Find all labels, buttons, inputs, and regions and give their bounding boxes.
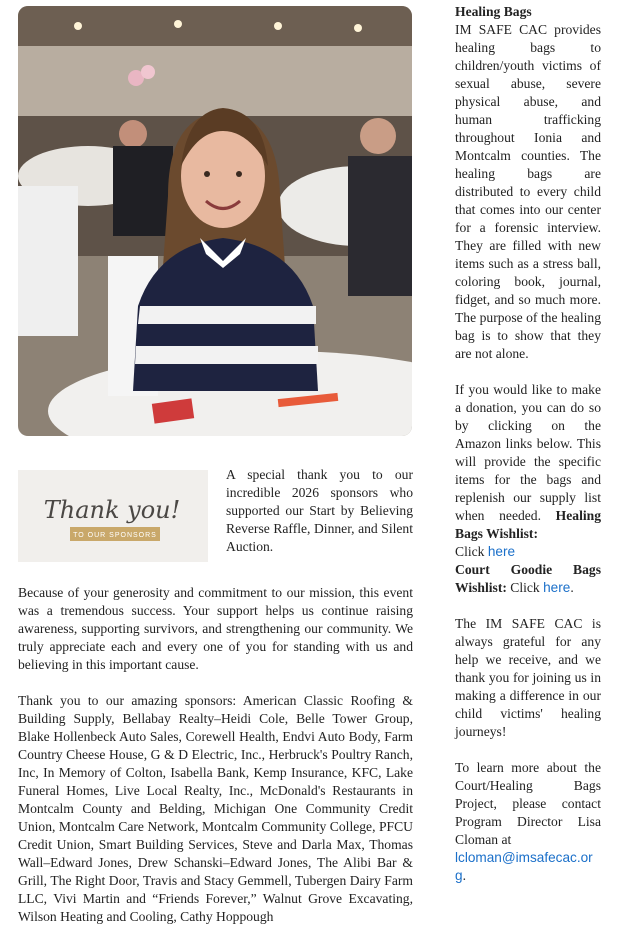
email-period: .: [462, 868, 466, 883]
gratitude-paragraph: Because of your generosity and commitment to our mission, this event was a tremendous success. Your support helps us continue raising awareness, supporting survivors, and strengthening our community. We truly appreciate each and every one of you for standing with us and believing in this important cause.: [18, 585, 413, 672]
contact-section: [455, 759, 601, 885]
donation-section: [455, 381, 601, 597]
thank-you-graphic: [18, 470, 208, 562]
thank-you-script: Thank you!: [43, 496, 181, 524]
healing-bags-section: [455, 3, 601, 363]
sponsor-thanks-intro: A special thank you to our incredible 2026 sponsors who supported our Start by Believing Reverse Raffle, Dinner, and Silent Auction.: [226, 467, 413, 554]
donation-text: If you would like to make a donation, you can do so by clicking on the Amazon links below. This will provide the specific items for the bags and replenish our supply list when needed.: [455, 382, 601, 523]
period: .: [570, 580, 574, 595]
healing-bags-heading: Healing Bags: [455, 4, 532, 19]
click-text: Click: [455, 544, 488, 559]
ribbon-text: TO OUR SPONSORS: [73, 532, 157, 539]
click-text-2: Click: [506, 580, 544, 595]
event-photo: [18, 6, 412, 436]
healing-bags-wishlist-label: Healing Bags Wishlist:: [455, 508, 601, 541]
healing-bags-description: IM SAFE CAC provides healing bags to children/youth victims of sexual abuse, severe physical abuse, and human trafficking throughout Ionia and Montcalm counties. The healing bags are distributed to every child that comes into our center for a forensic interview. They are filled with new items such as a stress ball, coloring book, journal, fidget, and so much more. The purpose of the healing bag is to show that they are not alone.: [455, 22, 601, 361]
healing-bags-column: [455, 3, 601, 903]
email-link[interactable]: lcloman@imsafecac.org: [455, 850, 593, 883]
sponsor-list-paragraph: Thank you to our amazing sponsors: American Classic Roofing & Building Supply, Bellabay Realty–Heidi Cole, Belle Tower Group, Blake Hollenbeck Auto Sales, Corewell Health, Endvi Auto Body, Farm Country Cheese House, G & D Electric, Inc., Herbruck's Poultry Ranch, Inc, In Memory of Colton, Isabella Bank, Kemp Insurance, KFC, Lake Funeral Homes, Live Local Realty, Inc., McDonald's Restaurants in Montcalm County and Belding, Michigan One Community Credit Union, Montcalm Care Network, Montcalm Community College, PFCU Credit Union, Smart Building Services, Steve and Darla Max, Thomas Wall–Edward Jones, Drew Schanski–Edward Jones, The Alibi Bar & Grill, The Right Door, Travis and Stacy Gemmell, Tubergen Dairy Farm LLC, Vivi Martin and “Friends Forever,” Walnut Grove Excavating, Wilson Heating and Cooling, Cathy Hoppough: [18, 693, 413, 924]
healing-bags-wishlist-link[interactable]: here: [487, 544, 516, 559]
court-goodie-wishlist-label: Court Goodie Bags Wishlist:: [455, 562, 601, 595]
contact-text: To learn more about the Court/Healing Bags Project, please contact Program Director Lisa Cloman at: [455, 760, 601, 847]
court-goodie-wishlist-link[interactable]: here: [543, 580, 571, 595]
gratitude-section: The IM SAFE CAC is always grateful for any help we receive, and we thank you for joining us in making a difference in our child victims' healing journeys!: [455, 616, 601, 739]
